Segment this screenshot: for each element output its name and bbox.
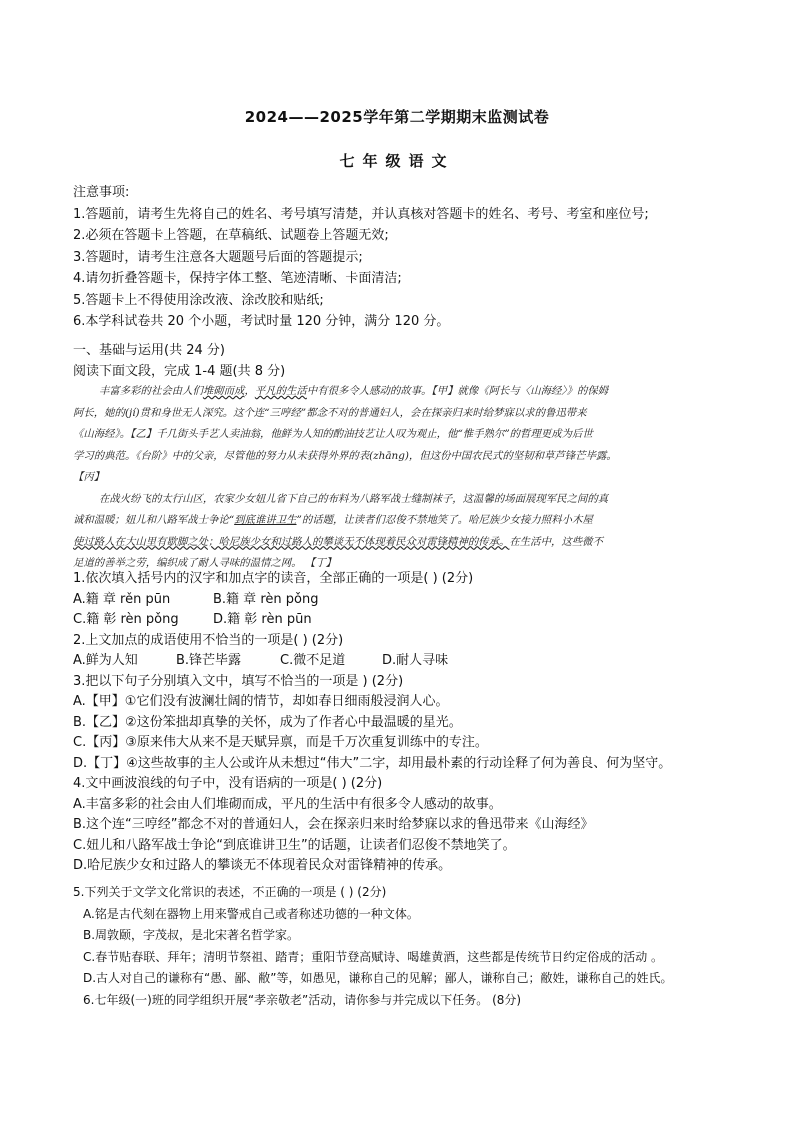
section-heading: 一、基础与运用(共 24 分)	[73, 343, 225, 358]
question-4: 4.文中画波浪线的句子中，没有语病的一项是( ) (2分)	[73, 776, 383, 791]
passage-wavy-text: 堆砌而成	[202, 385, 245, 397]
reading-passage	[73, 381, 723, 575]
question-2-options-row	[73, 651, 723, 672]
passage-line	[73, 381, 723, 403]
question-5: 5.下列关于文学文化常识的表述，不正确的一项是 ( ) (2分)	[73, 885, 387, 899]
passage-marker-bing: 【丙】	[73, 471, 105, 483]
passage-line: 《山海经》。【乙】千几街头手艺人卖油翁，他鲜为人知的酌油技艺让人叹为观止，他“惟手熟尔”的哲理更成为后世	[73, 428, 593, 440]
question-6: 6.七年级(一)班的同学组织开展“孝亲敬老”活动，请你参与并完成以下任务。 (8分)	[83, 992, 522, 1007]
passage-text: 诚和温暖；妞儿和八路军战士争论“	[73, 514, 235, 526]
option: D.耐人寻味	[382, 653, 449, 668]
note-item: 1.答题前，请考生先将自己的姓名、考号填写清楚，并认真核对答题卡的姓名、考号、考室和座位号;	[73, 206, 649, 222]
option: A.【甲】①它们没有波澜壮阔的情节，却如春日细雨般浸润人心。	[73, 694, 449, 709]
note-item: 6.本学科试卷共 20 个小题，考试时量 120 分钟，满分 120 分。	[73, 314, 450, 329]
option: D.古人对自己的谦称有“愚、鄙、敝”等，如愚见，谦称自己的见解；鄙人，谦称自己；敝姓，谦称自己的姓氏。	[83, 971, 673, 985]
passage-line: 阿长，她的(jí)贯和身世无人深究。这个连“三哼经”都念不对的普通妇人，会在探亲归来时给梦寐以求的鲁迅带来	[73, 406, 587, 419]
option: C.妞儿和八路军战士争论“到底谁讲卫生”的话题，让读者们忍俊不禁地笑了。	[73, 837, 516, 853]
passage-text: ”的话题，让读者们忍俊不禁地笑了。哈尼族少女接力照料小木屋	[296, 514, 593, 526]
passage-underlined-text: 到底谁讲卫生	[234, 514, 297, 526]
note-item: 2.必须在答题卡上答题，在草稿纸、试题卷上答题无效;	[73, 228, 389, 243]
questions-1-4	[73, 569, 723, 877]
note-item: 4.请勿折叠答题卡，保持字体工整、笔迹清晰、卡面清洁;	[73, 271, 402, 286]
passage-text: 中有很多令人感动的故事。【甲】就像《阿长与〈山海经〉》的保姆	[306, 385, 609, 397]
option: A.铭是古代刻在器物上用来警戒自己或者称述功德的一种文体。	[83, 906, 419, 921]
option: D.哈尼族少女和过路人的攀谈无不体现着民众对雷锋精神的传承。	[73, 858, 452, 873]
option: A.丰富多彩的社会由人们堆砌而成，平凡的生活中有很多令人感动的故事。	[73, 796, 502, 812]
passage-wavy-text: 使过路人在大山里有歇脚之处；哈尼族少女和过路人的攀谈无不体现着民众对雷锋精神的传承。	[73, 535, 510, 548]
passage-wavy-text: 平凡的生活	[254, 385, 307, 397]
option: B.籍 章 rèn pǒng	[213, 591, 319, 607]
passage-line: 学习的典范。《台阶》中的父亲，尽管他的努力从未获得外界的表(zhāng)，但这份中国农民式的坚韧和草芦锋芒毕露。	[73, 449, 617, 462]
note-item: 5.答题卡上不得使用涂改液、涂改胶和贴纸;	[73, 292, 324, 308]
passage-text: 在生活中，这些微不	[509, 535, 603, 548]
passage-text: ，	[244, 385, 255, 397]
option: C.微不足道	[280, 653, 346, 668]
question-1: 1.依次填入括号内的汉字和加点字的读音，全部正确的一项是( ) (2分)	[73, 571, 474, 586]
passage-line: 足道的善举之劳，编织成了耐人寻味的温情之网。 【丁】	[73, 557, 337, 569]
option: C.籍 彰 rèn pǒng	[73, 612, 179, 627]
note-item: 3.答题时，请考生注意各大题题号后面的答题提示;	[73, 249, 363, 265]
option: B.【乙】②这份笨拙却真挚的关怀，成为了作者心中最温暖的星光。	[73, 714, 462, 730]
exam-subtitle: 七年级语文	[339, 152, 455, 170]
question-1-options-row	[73, 590, 723, 611]
option: D.【丁】④这些故事的主人公或许从未想过“伟大”二字，却用最朴素的行动诠释了何为善良、何为坚守。	[73, 755, 672, 771]
passage-line: 在战火纷飞的太行山区，农家少女妞儿省下自己的布料为八路军战士缝制袜子，这温馨的场面展现军民之间的真	[99, 492, 609, 505]
notes-section	[73, 182, 723, 333]
option: A.鲜为人知	[73, 653, 138, 668]
section-one-header	[73, 340, 723, 382]
passage-text: 丰富多彩的社会由人们	[99, 385, 203, 397]
question-3: 3.把以下句子分别填入文中，填写不恰当的一项是 ) (2分)	[73, 673, 404, 689]
option: D.籍 彰 rèn pūn	[213, 612, 312, 627]
option: C.春节贴春联、拜年；清明节祭祖、踏青；重阳节登高赋诗、喝雄黄酒，这些都是传统节日约定俗成的活动 。	[83, 949, 664, 964]
option: A.籍 章 rěn pūn	[73, 591, 171, 607]
option: B.这个连“三哼经”都念不对的普通妇人，会在探亲归来时给梦寐以求的鲁迅带来《山海经》	[73, 817, 594, 832]
exam-title: 2024——2025学年第二学期期末监测试卷	[244, 108, 550, 126]
passage-line	[73, 532, 723, 554]
notes-heading: 注意事项:	[73, 185, 130, 200]
option: B.锋芒毕露	[176, 653, 242, 668]
section-intro: 阅读下面文段，完成 1-4 题(共 8 分)	[73, 364, 286, 379]
questions-5-6	[73, 882, 723, 1011]
passage-line	[73, 510, 723, 532]
question-2: 2.上文加点的成语使用不恰当的一项是( ) (2分)	[73, 632, 344, 648]
option: C.【丙】③原来伟大从来不是天赋异禀，而是千万次重复训练中的专注。	[73, 735, 488, 750]
question-1-options-row	[73, 610, 723, 631]
option: B.周敦颐，字茂叔，是北宋著名哲学家。	[83, 928, 300, 942]
